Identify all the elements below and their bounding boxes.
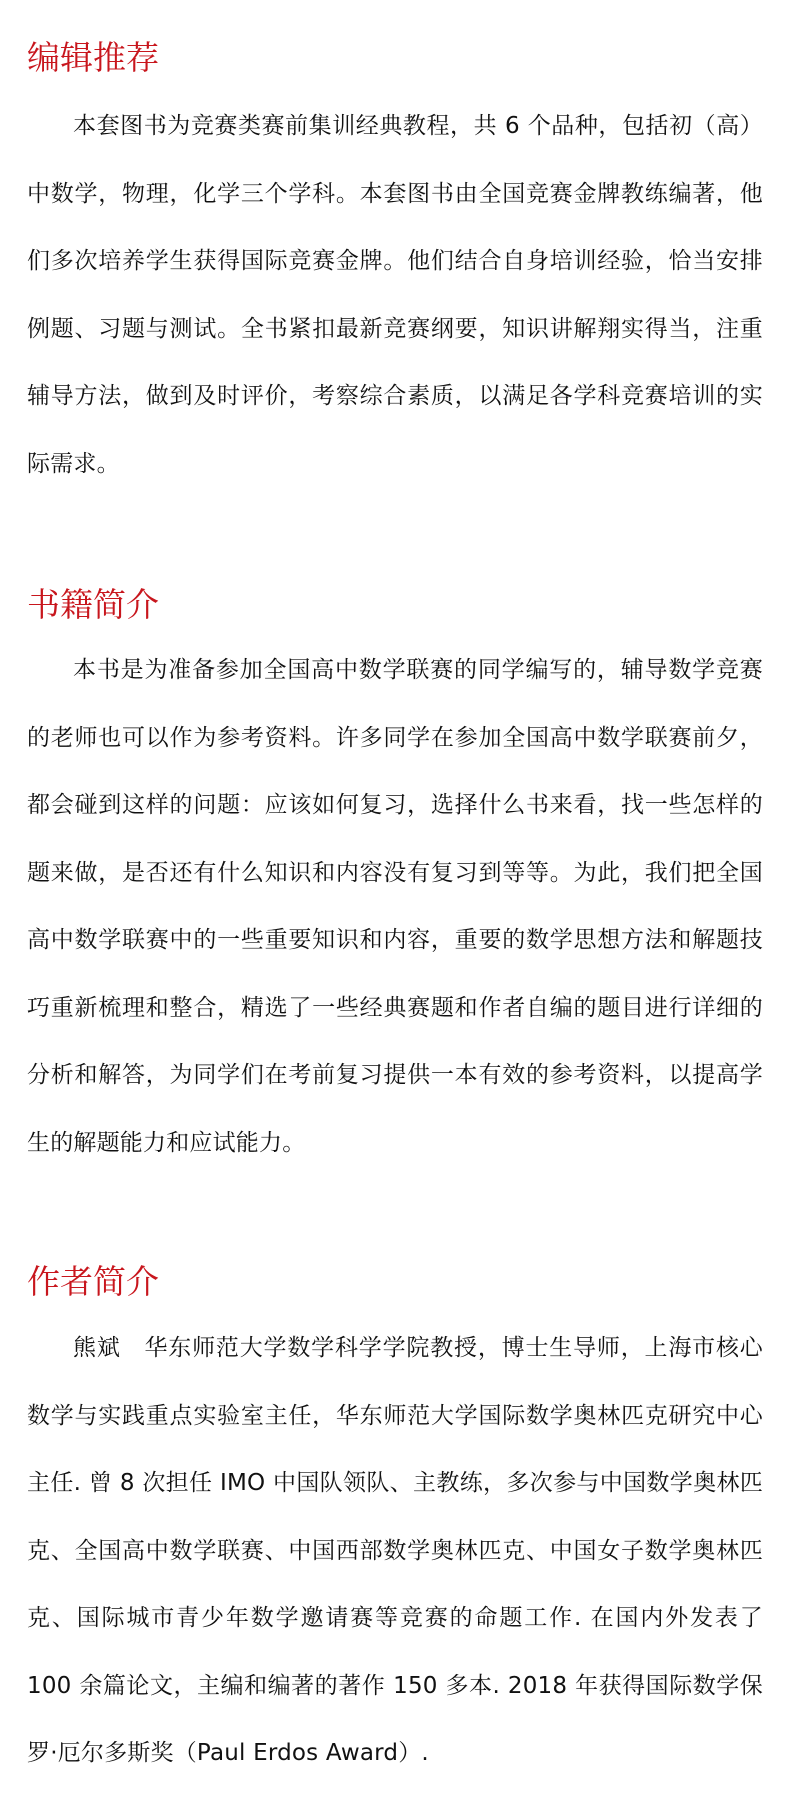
author-introduction-text: 熊斌 华东师范大学数学科学学院教授，博士生导师，上海市核心数学与实践重点实验室主任，华东师范大学国际数学奥林匹克研究中心主任. 曾 8 次担任 IMO 中国队领队、主教练，多次参与中国数学奥林匹克、全国高中数学联赛、中国西部数学奥林匹克、中国女子数学奥林匹克、国际城市青少年数学邀请赛等竞赛的命题工作. 在国内外发表了 100 余篇论文，主编和编著的著作 150 多本. 2018 年获得国际数学保罗·厄尔多斯奖（Paul Erdos Award）. — [27, 1335, 763, 1766]
editor-recommendation-heading: 编辑推荐 — [27, 38, 159, 77]
book-introduction-text: 本书是为准备参加全国高中数学联赛的同学编写的，辅导数学竞赛的老师也可以作为参考资料。许多同学在参加全国高中数学联赛前夕，都会碰到这样的问题：应该如何复习，选择什么书来看，找一些怎样的题来做，是否还有什么知识和内容没有复习到等等。为此，我们把全国高中数学联赛中的一些重要知识和内容，重要的数学思想方法和解题技巧重新梳理和整合，精选了一些经典赛题和作者自编的题目进行详细的分析和解答，为同学们在考前复习提供一本有效的参考资料，以提高学生的解题能力和应试能力。 — [27, 657, 763, 1156]
author-introduction-heading: 作者简介 — [27, 1262, 159, 1301]
editor-recommendation-text: 本套图书为竞赛类赛前集训经典教程，共 6 个品种，包括初（高）中数学，物理，化学三个学科。本套图书由全国竞赛金牌教练编著，他们多次培养学生获得国际竞赛金牌。他们结合自身培训经验，恰当安排例题、习题与测试。全书紧扣最新竞赛纲要，知识讲解翔实得当，注重辅导方法，做到及时评价，考察综合素质，以满足各学科竞赛培训的实际需求。 — [27, 113, 763, 477]
book-introduction-heading: 书籍简介 — [27, 585, 159, 624]
